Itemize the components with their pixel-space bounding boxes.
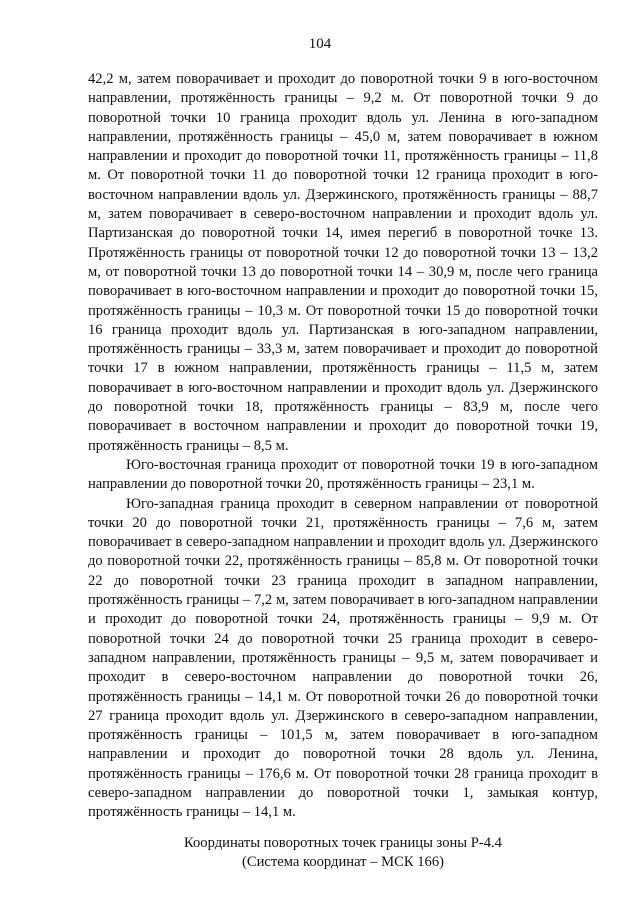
caption-coordinate-system: (Система координат – МСК 166) <box>241 854 444 871</box>
page-number: 104 <box>308 36 332 52</box>
paragraph-continuation: 42,2 м, затем поворачивает и проходит до поворотной точки 9 в юго-восточном направлении, протяжённость границы – 9,2 м. От поворотной точки 9 до поворотной точки 10 граница проходит вдоль ул. Ленина в юго-западном направлении, протяжённость границы – 45,0 м, затем поворачивает в южном направлении и проходит до поворотной точки 11, протяжённость границы – 11,8 м. От поворотной точки 11 до поворотной точки 12 граница проходит в юго-восточном направлении вдоль ул. Дзержинского, протяжённость границы – 88,7 м, затем поворачивает в северо-восточном направлении и проходит вдоль ул. Партизанская до поворотной точки 14, имея перегиб в поворотной точке 13. Протяжённость границы от поворотной точки 12 до поворотной точки 13 – 13,2 м, от поворотной точки 13 до поворотной точки 14 – 30,9 м, после чего граница поворачивает в юго-восточном направлении и проходит до поворотной точки 15, протяжённость границы – 10,3 м. От поворотной точки 15 до поворотной точки 16 граница проходит вдоль ул. Партизанская в юго-западном направлении, протяжённость границы – 33,3 м, затем поворачивает и проходит до поворотной точки 17 в южном направлении, протяжённость границы – 11,5 м, затем поворачивает в юго-восточном направлении и проходит вдоль ул. Дзержинского до поворотной точки 18, протяжённость границы – 83,9 м, после чего поворачивает в восточном направлении и проходит до поворотной точки 19, протяжённость границы – 8,5 м. <box>88 71 598 454</box>
paragraph-southeast-boundary: Юго-восточная граница проходит от поворотной точки 19 в юго-западном направлении до поворотной точки 20, протяжённость границы – 23,1 м. <box>88 456 598 493</box>
paragraph-southwest-boundary: Юго-западная граница проходит в северном направлении от поворотной точки 20 до поворотной точки 21, протяжённость границы – 7,6 м, затем поворачивает в северо-западном направлении и проходит вдоль ул. Дзержинского до поворотной точки 22, протяжённость границы – 85,8 м. От поворотной точки 22 до поворотной точки 23 граница проходит в западном направлении, протяжённость границы – 7,2 м, затем поворачивает в юго-западном направлении и проходит до поворотной точки 24, протяжённость границы – 9,9 м. От поворотной точки 24 до поворотной точки 25 граница проходит в северо-западном направлении, протяжённость границы – 9,5 м, затем поворачивает и проходит в северо-восточном направлении до поворотной точки 26, протяжённость границы – 14,1 м. От поворотной точки 26 до поворотной точки 27 граница проходит вдоль ул. Дзержинского в северо-западном направлении, протяжённость границы – 101,5 м, затем поворачивает в юго-западном направлении и проходит до поворотной точки 28 вдоль ул. Ленина, протяжённость границы – 176,6 м. От поворотной точки 28 граница проходит в северо-западном направлении до поворотной точки 1, замыкая контур, протяжённость границы – 14,1 м. <box>88 495 598 821</box>
table-caption <box>88 834 598 873</box>
document-body <box>88 70 598 823</box>
caption-title: Координаты поворотных точек границы зоны Р-4.4 <box>184 835 502 851</box>
